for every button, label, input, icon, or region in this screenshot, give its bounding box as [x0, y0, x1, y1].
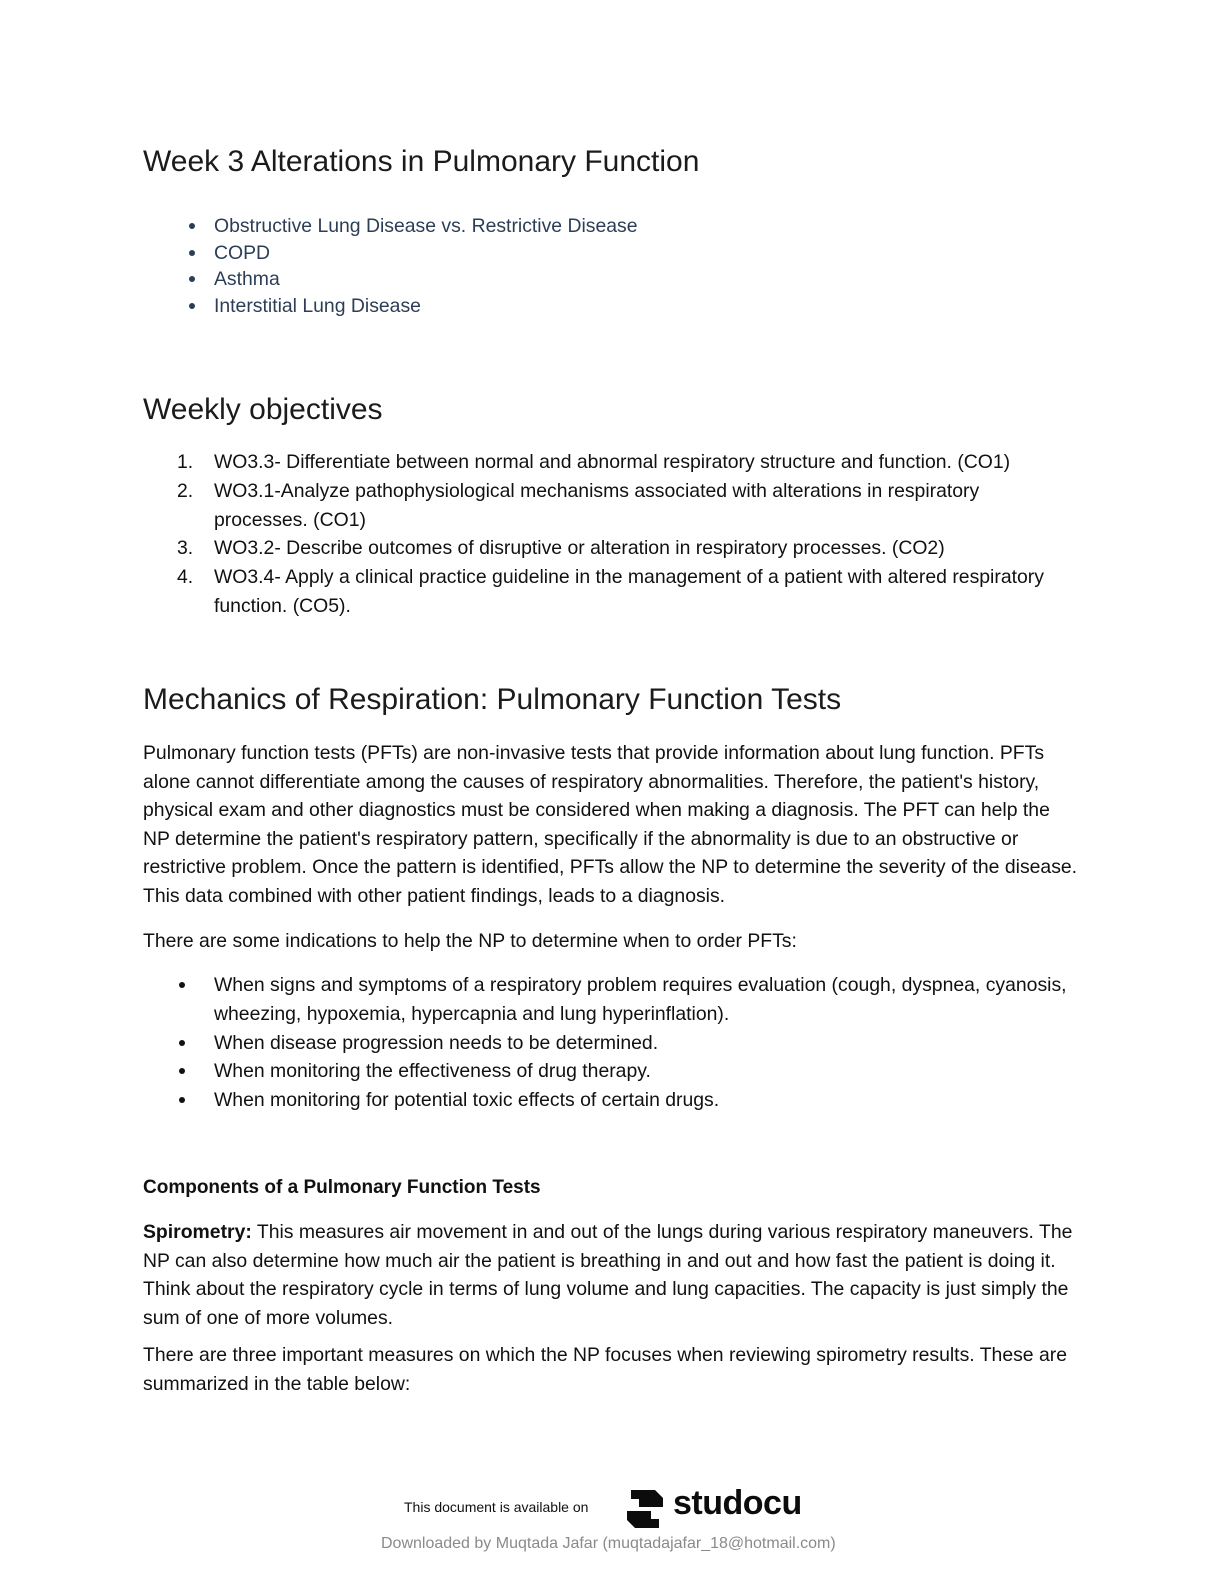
objectives-heading: Weekly objectives	[143, 393, 383, 426]
objectives-list	[143, 448, 1078, 621]
downloaded-by-text: Downloaded by Muqtada Jafar (muqtadajafar_18@hotmail.com)	[381, 1535, 836, 1552]
objectives-list-container	[143, 448, 1078, 621]
topics-list	[143, 213, 1078, 319]
list-item: When signs and symptoms of a respiratory problem requires evaluation (cough, dyspnea, cyanosis, wheezing, hypoxemia, hypercapnia and lung hyperinflation).	[143, 971, 1078, 1029]
list-item	[143, 534, 1078, 563]
list-item	[143, 477, 1078, 535]
list-item	[143, 563, 1078, 621]
list-number: 1.	[177, 451, 194, 473]
list-item: Interstitial Lung Disease	[143, 293, 1078, 320]
list-number: 4.	[177, 566, 194, 589]
list-item	[143, 448, 1078, 477]
studocu-brand[interactable]: studocu	[673, 1484, 802, 1522]
page-title: Week 3 Alterations in Pulmonary Function	[143, 145, 700, 178]
topics-list-container	[143, 213, 1078, 319]
objective-text: WO3.2- Describe outcomes of disruptive or alteration in respiratory processes. (CO2)	[214, 537, 945, 560]
list-number: 3.	[177, 537, 194, 560]
spirometry-text: This measures air movement in and out of the lungs during various respiratory maneuvers. The NP can also determine how much air the patient is breathing in and out and how fast the patient is doing it. Think about the respiratory cycle in terms of lung volume and lung capacities. The capacity is just simply the sum of one of more volumes.	[143, 1221, 1073, 1329]
studocu-footer	[0, 1480, 1224, 1584]
list-item: When monitoring for potential toxic effects of certain drugs.	[143, 1086, 1078, 1115]
components-heading: Components of a Pulmonary Function Tests	[143, 1177, 541, 1198]
list-item: COPD	[143, 240, 1078, 267]
measures-paragraph: There are three important measures on which the NP focuses when reviewing spirometry results. These are summarized in the table below:	[143, 1344, 1067, 1395]
studocu-logo-icon[interactable]	[621, 1485, 669, 1533]
availability-text: This document is available on	[404, 1499, 589, 1515]
spirometry-label: Spirometry:	[143, 1221, 252, 1243]
spirometry-paragraph	[143, 1218, 1078, 1332]
indications-list-container	[143, 971, 1078, 1115]
list-item: When disease progression needs to be determined.	[143, 1029, 1078, 1058]
list-item: Asthma	[143, 266, 1078, 293]
objective-text: WO3.4- Apply a clinical practice guideline in the management of a patient with altered respiratory function. (CO5).	[214, 566, 1044, 617]
mechanics-paragraph: Pulmonary function tests (PFTs) are non-invasive tests that provide information about lung function. PFTs alone cannot differentiate among the causes of respiratory abnormalities. Therefore, the patient's history, physical exam and other diagnostics must be considered when making a diagnosis. The PFT can help the NP determine the patient's respiratory pattern, specifically if the abnormality is due to an obstructive or restrictive problem. Once the pattern is identified, PFTs allow the NP to determine the severity of the disease. This data combined with other patient findings, leads to a diagnosis.	[143, 742, 1078, 907]
objective-text: WO3.1-Analyze pathophysiological mechanisms associated with alterations in respiratory processes. (CO1)	[214, 479, 980, 531]
indications-intro: There are some indications to help the NP to determine when to order PFTs:	[143, 930, 797, 952]
objective-text: WO3.3- Differentiate between normal and abnormal respiratory structure and function. (CO1)	[214, 451, 1011, 473]
list-number: 2.	[177, 479, 194, 502]
list-item: Obstructive Lung Disease vs. Restrictive Disease	[143, 213, 1078, 240]
list-item: When monitoring the effectiveness of drug therapy.	[143, 1057, 1078, 1086]
indications-list	[143, 971, 1078, 1115]
mechanics-heading: Mechanics of Respiration: Pulmonary Function Tests	[143, 683, 842, 716]
